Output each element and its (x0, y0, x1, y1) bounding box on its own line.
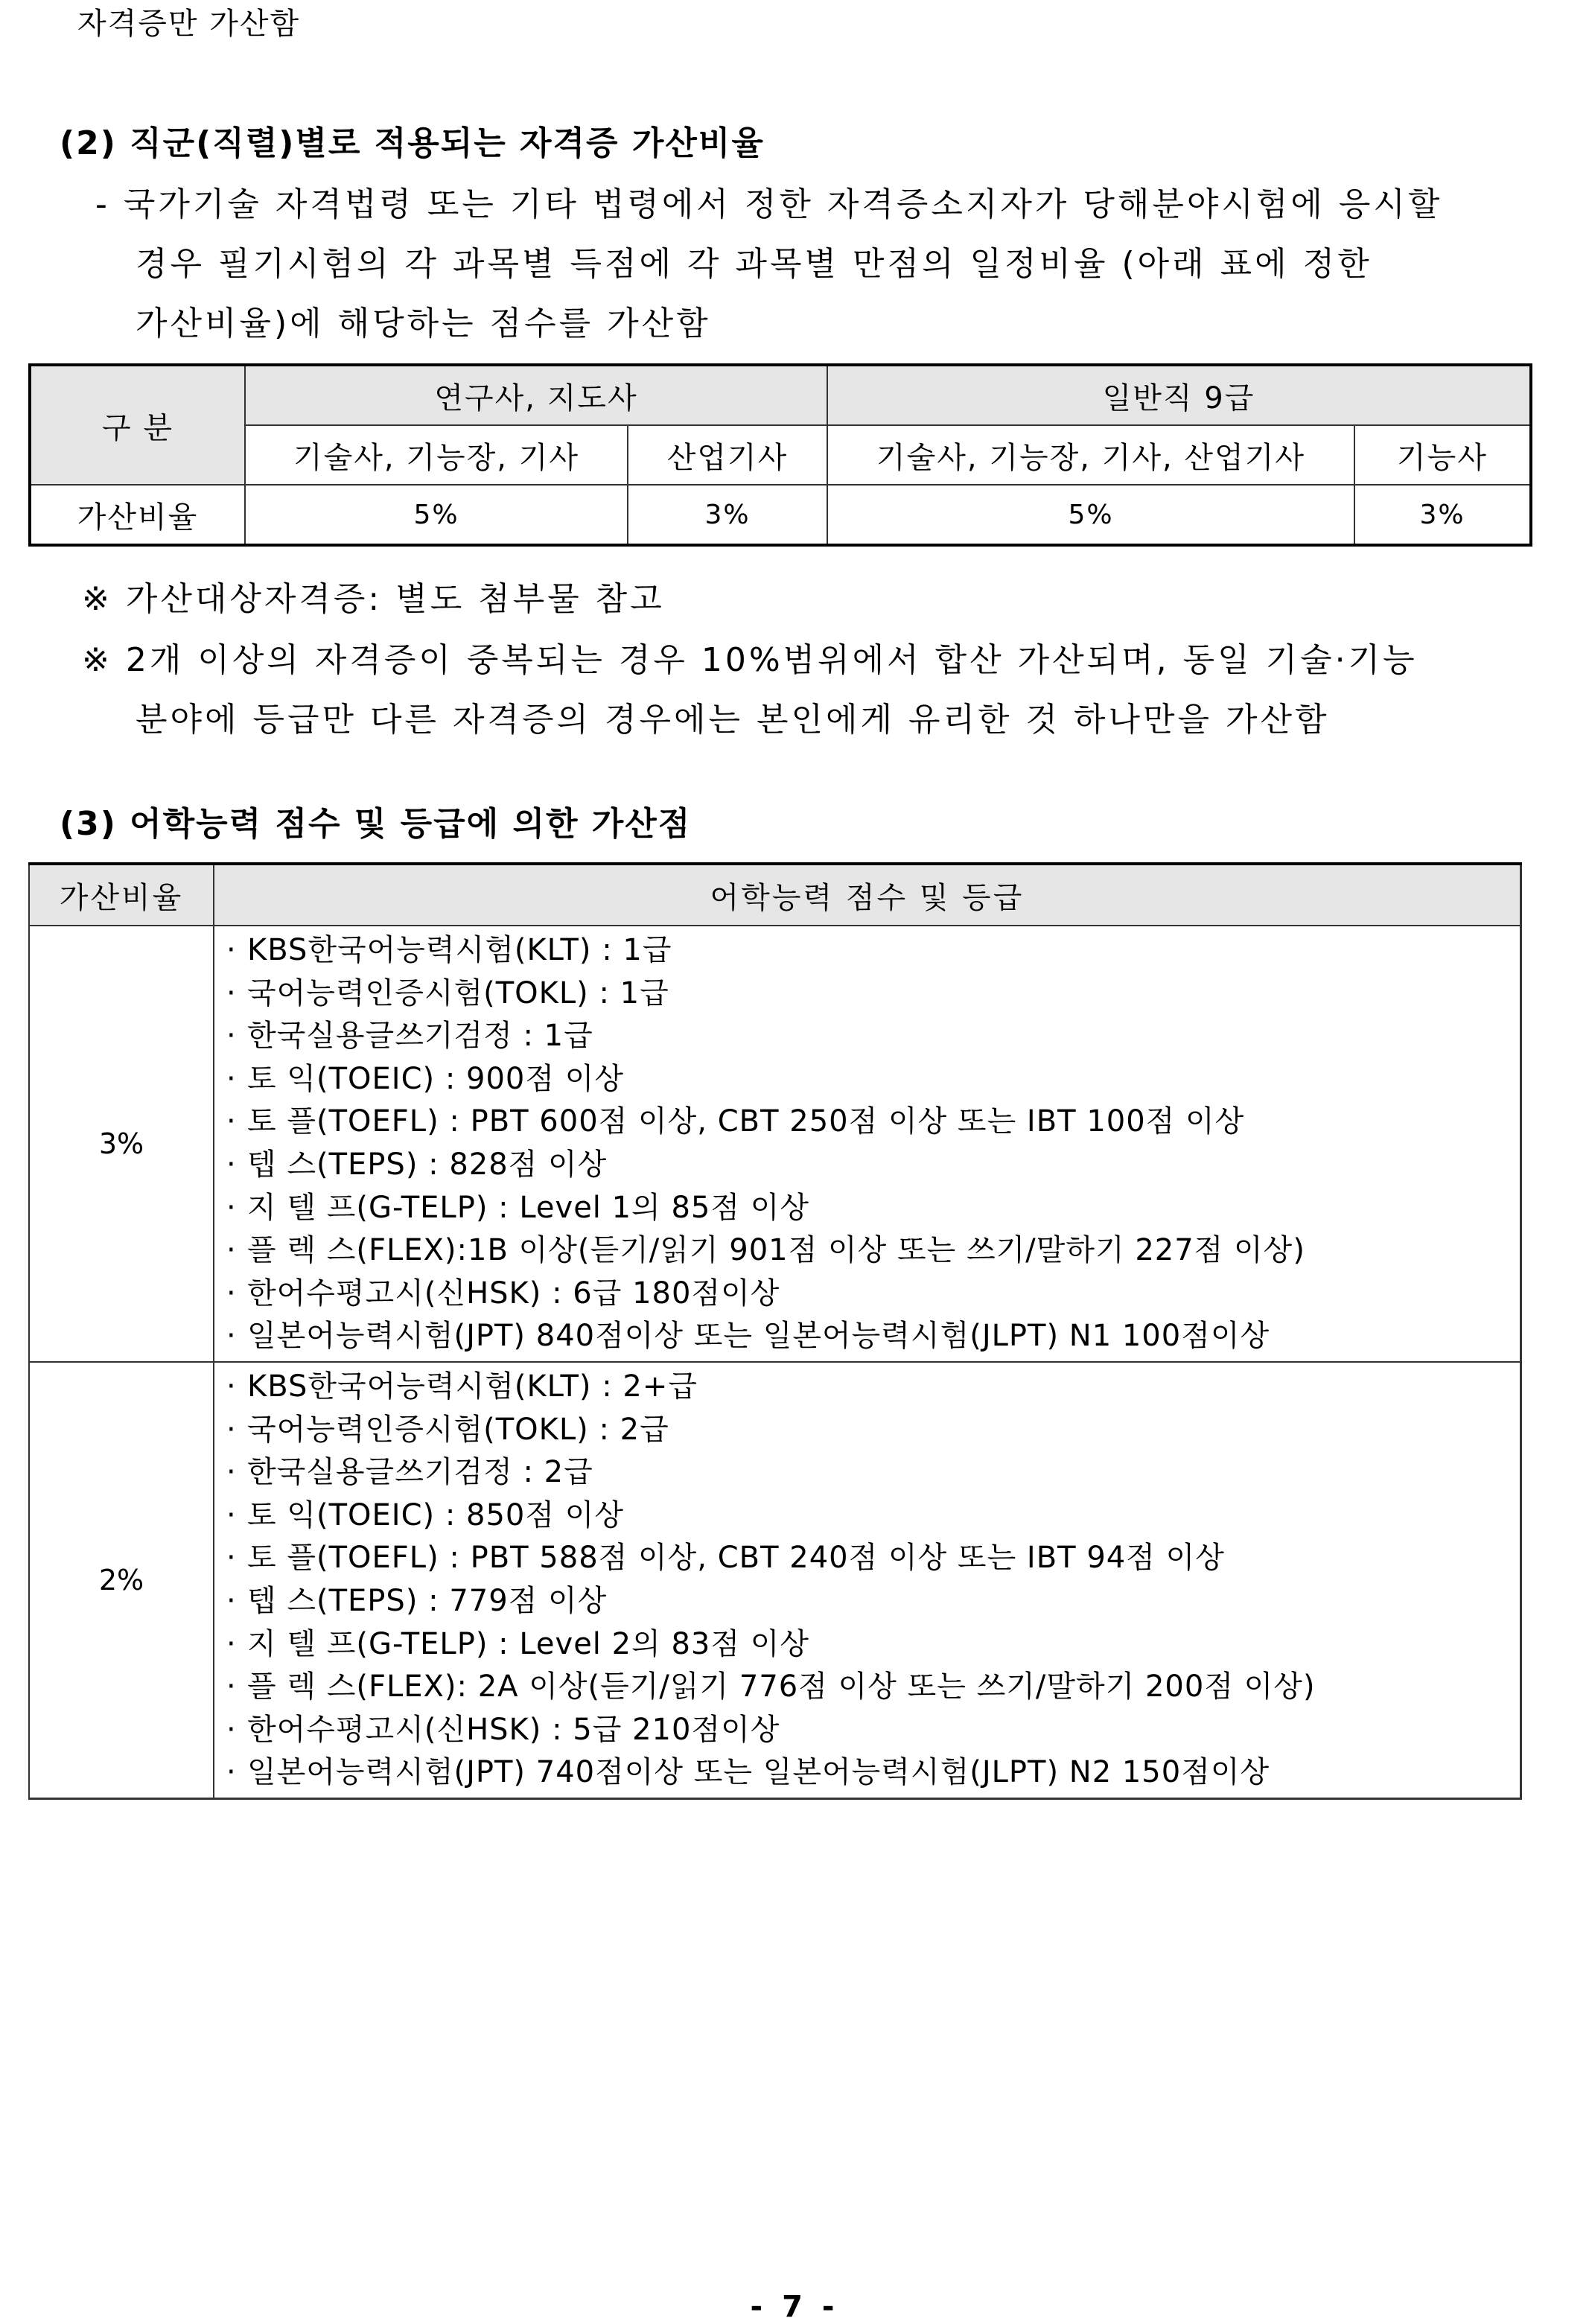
rate-value-3: 5% (827, 485, 1354, 545)
header-rate: 가산비율 (29, 864, 214, 926)
list-item: · 한어수평고시(신HSK) : 5급 210점이상 (226, 1712, 780, 1747)
language-bonus-table (28, 862, 1522, 1800)
table-row (29, 1362, 1521, 1798)
list-item: · 한국실용글쓰기검정 : 1급 (226, 1019, 593, 1054)
section2-heading: (2) 직군(직렬)별로 적용되는 자격증 가산비율 (60, 124, 765, 162)
list-item: · 지 텔 프(G-TELP) : Level 2의 83점 이상 (226, 1626, 809, 1661)
list-item: · 텝 스(TEPS) : 828점 이상 (226, 1147, 608, 1182)
list-item: · 플 렉 스(FLEX): 2A 이상(듣기/읽기 776점 이상 또는 쓰기/말하기 200점 이상) (226, 1669, 1316, 1704)
sub-header-4: 기능사 (1354, 425, 1531, 485)
rate-value-1: 5% (245, 485, 628, 545)
note-1: ※ 가산대상자격증: 별도 첨부물 참고 (82, 580, 665, 618)
list-item: · 일본어능력시험(JPT) 740점이상 또는 일본어능력시험(JLPT) N2 150점이상 (226, 1755, 1270, 1790)
list-item: · 한국실용글쓰기검정 : 2급 (226, 1455, 593, 1490)
list-item: · 플 렉 스(FLEX):1B 이상(듣기/읽기 901점 이상 또는 쓰기/말하기 227점 이상) (226, 1233, 1305, 1268)
certificate-bonus-table (28, 363, 1532, 547)
list-item: · 텝 스(TEPS) : 779점 이상 (226, 1583, 608, 1618)
corner-header: 구 분 (30, 365, 245, 485)
items-2pct (214, 1362, 1521, 1798)
list-item: · 한어수평고시(신HSK) : 6급 180점이상 (226, 1276, 780, 1311)
section2-paragraph-line-3: 가산비율)에 해당하는 점수를 가산함 (136, 305, 711, 343)
rate-value-2: 3% (628, 485, 827, 545)
list-item: · 일본어능력시험(JPT) 840점이상 또는 일본어능력시험(JLPT) N1 100점이상 (226, 1319, 1270, 1354)
section2-paragraph-line-1: - 국가기술 자격법령 또는 기타 법령에서 정한 자격증소지자가 당해분야시험에 응시할 (95, 185, 1443, 223)
rate-2pct: 2% (29, 1362, 214, 1798)
list-item: · 토 익(TOEIC) : 850점 이상 (226, 1497, 625, 1532)
list-item: · 토 플(TOEFL) : PBT 588점 이상, CBT 240점 이상 또는 IBT 94점 이상 (226, 1541, 1225, 1576)
group-header-general-9: 일반직 9급 (827, 365, 1531, 425)
header-items: 어학능력 점수 및 등급 (214, 864, 1521, 926)
sub-header-1: 기술사, 기능장, 기사 (245, 425, 628, 485)
section2-paragraph-line-2: 경우 필기시험의 각 과목별 득점에 각 과목별 만점의 일정비율 (아래 표에 정한 (136, 245, 1372, 283)
top-continuation-text: 자격증만 가산함 (77, 7, 301, 41)
section3-heading: (3) 어학능력 점수 및 등급에 의한 가산점 (60, 805, 692, 843)
list-item: · KBS한국어능력시험(KLT) : 2+급 (226, 1369, 698, 1404)
group-header-researcher: 연구사, 지도사 (245, 365, 827, 425)
list-item: · 지 텔 프(G-TELP) : Level 1의 85점 이상 (226, 1190, 809, 1225)
list-item: · KBS한국어능력시험(KLT) : 1급 (226, 933, 672, 967)
items-3pct (214, 926, 1521, 1362)
sub-header-3: 기술사, 기능장, 기사, 산업기사 (827, 425, 1354, 485)
list-item: · 국어능력인증시험(TOKL) : 2급 (226, 1412, 669, 1447)
note-2: ※ 2개 이상의 자격증이 중복되는 경우 10%범위에서 합산 가산되며, 동일 기술·기능 (82, 641, 1418, 679)
note-2-continued: 분야에 등급만 다른 자격증의 경우에는 본인에게 유리한 것 하나만을 가산함 (136, 701, 1330, 739)
rate-value-4: 3% (1354, 485, 1531, 545)
list-item: · 토 익(TOEIC) : 900점 이상 (226, 1061, 625, 1096)
row-label-rate: 가산비율 (30, 485, 245, 545)
sub-header-2: 산업기사 (628, 425, 827, 485)
table-row (29, 926, 1521, 1362)
rate-3pct: 3% (29, 926, 214, 1362)
list-item: · 토 플(TOEFL) : PBT 600점 이상, CBT 250점 이상 또는 IBT 100점 이상 (226, 1104, 1245, 1139)
list-item: · 국어능력인증시험(TOKL) : 1급 (226, 975, 669, 1010)
page-number: - 7 - (750, 2290, 839, 2324)
